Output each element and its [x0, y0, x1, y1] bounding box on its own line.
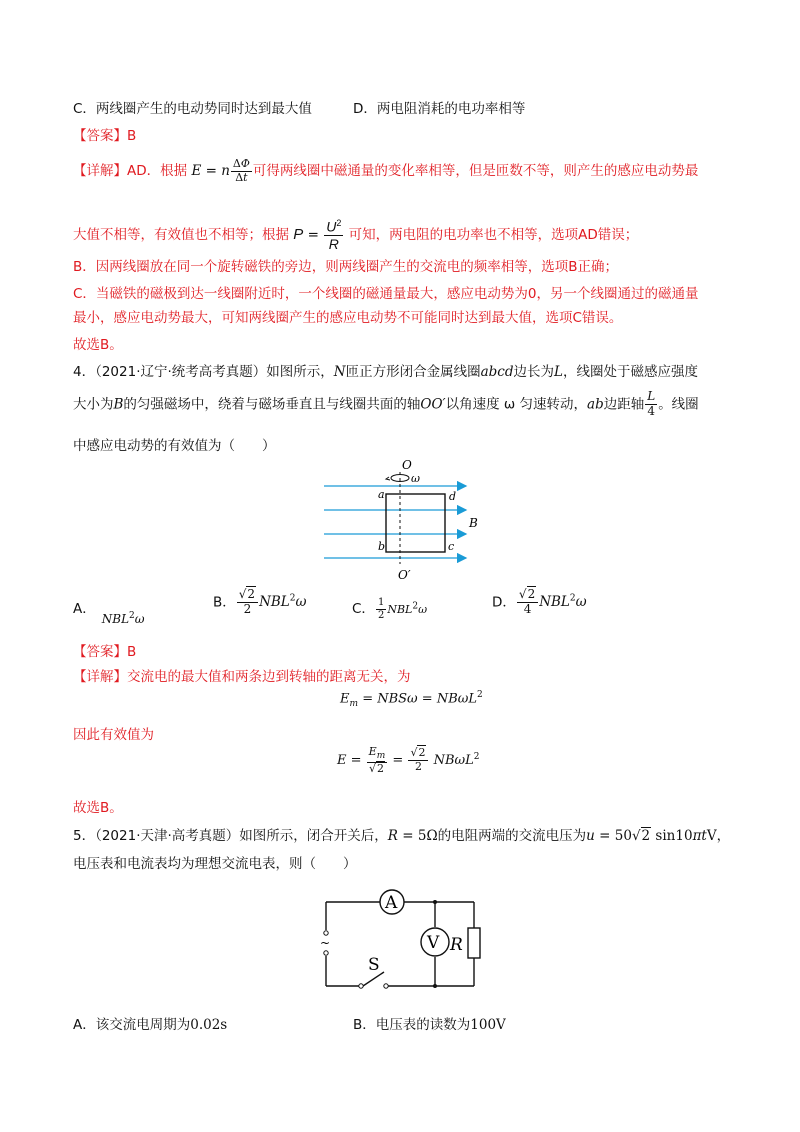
q5-stem-line2: 电压表和电流表均为理想交流电表，则（ ）: [73, 856, 357, 872]
q4-option-b: B． $\frac{√2}{2}$ NBL$^2$ω: [213, 587, 307, 616]
ac-source-icon: ~: [320, 936, 331, 950]
q3-detail-line1: 【详解】AD．根据 E = n $\frac{\Delta\Phi}{\Delta t}$ 可得两线圈中磁通量的变化率相等，但是匝数不等，则产生的感应电动势最: [73, 157, 699, 184]
q5-stem-line1: 5．（2021·天津·高考真题）如图所示，闭合开关后，R = 5Ω的电阻两端的交流电压为u = 50√2 sin10πtV，: [73, 828, 731, 844]
q5-option-a: A．该交流电周期为0.02s: [73, 1017, 228, 1033]
resistor-label: R: [450, 935, 463, 955]
label-o-prime: O′: [398, 568, 411, 582]
q3-answer: 【答案】B: [73, 128, 137, 144]
label-omega: ω: [411, 472, 420, 485]
label-field-b: B: [469, 516, 478, 530]
q5-circuit-diagram: [316, 882, 492, 996]
junction-dot: [433, 900, 437, 904]
q4-detail-line2: 因此有效值为: [73, 727, 154, 743]
q3-detail-line2: 大值不相等，有效值也不相等；根据 P = $\frac{U^2}{R}$ 可知，两电阻的电功率也不相等，选项AD错误；: [73, 218, 639, 252]
switch-terminal: [359, 984, 363, 988]
source-terminal: [324, 931, 328, 935]
q4-option-c: C． $\frac{1}{2}$ NBL$^2$ω: [352, 597, 428, 621]
q4-option-d: D． $\frac{√2}{4}$ NBL$^2$ω: [492, 587, 587, 616]
square-coil: [386, 494, 445, 552]
q4-stem-line3: 中感应电动势的有效值为（ ）: [73, 438, 276, 454]
label-b: b: [378, 540, 386, 553]
label-o: O: [402, 458, 412, 472]
switch-terminal: [384, 984, 388, 988]
q4-detail-line1: 【详解】交流电的最大值和两条边到转轴的距离无关，为: [73, 669, 411, 685]
q4-stem-line2: 大小为B的匀强磁场中，绕着与磁场垂直且与线圈共面的轴OO′以角速度 ω 匀速转动，ab边距轴 $\frac{L}{4}$ 。线圈: [73, 389, 699, 418]
q4-option-a: A．NBL$^2$ω: [73, 601, 145, 626]
label-a: a: [378, 488, 385, 501]
q4-coil-figure: [318, 458, 488, 584]
q3-detail-c2: 最小，感应电动势最大，可知两线圈产生的感应电动势不可能同时达到最大值，选项C错误。: [73, 310, 623, 326]
ammeter-label: A: [385, 893, 398, 913]
q3-detail-b: B．因两线圈放在同一个旋转磁铁的旁边，则两线圈产生的交流电的频率相等，选项B正确；: [73, 259, 619, 275]
q5-option-b: B．电压表的读数为100V: [353, 1017, 506, 1033]
q3-conclusion: 故选B。: [73, 337, 123, 353]
resistor-icon: [468, 928, 480, 958]
voltmeter-label: V: [427, 933, 440, 953]
label-d: d: [449, 490, 457, 503]
q3-option-c: C．两线圈产生的电动势同时达到最大值: [73, 101, 312, 117]
junction-dot: [433, 984, 437, 988]
label-c: c: [448, 540, 455, 553]
q4-formula-e: E = $\frac{E_m}{√2}$ = $\frac{√2}{2}$ NBωL$^2$: [337, 745, 480, 775]
q4-answer: 【答案】B: [73, 644, 137, 660]
q4-formula-em: $E_m = NBS\omega = NB\omega L^2$: [340, 690, 483, 709]
switch-label: S: [368, 955, 380, 975]
source-terminal: [324, 951, 328, 955]
q3-detail-c1: C．当磁铁的磁极到达一线圈附近时，一个线圈的磁通量最大，感应电动势为0，另一个线圈通过的磁通量: [73, 286, 699, 302]
q3-option-d: D．两电阻消耗的电功率相等: [353, 101, 526, 117]
q4-stem-line1: 4．（2021·辽宁·统考高考真题）如图所示，N匝正方形闭合金属线圈abcd边长为L，线圈处于磁感应强度: [73, 364, 698, 380]
q4-conclusion: 故选B。: [73, 800, 123, 816]
